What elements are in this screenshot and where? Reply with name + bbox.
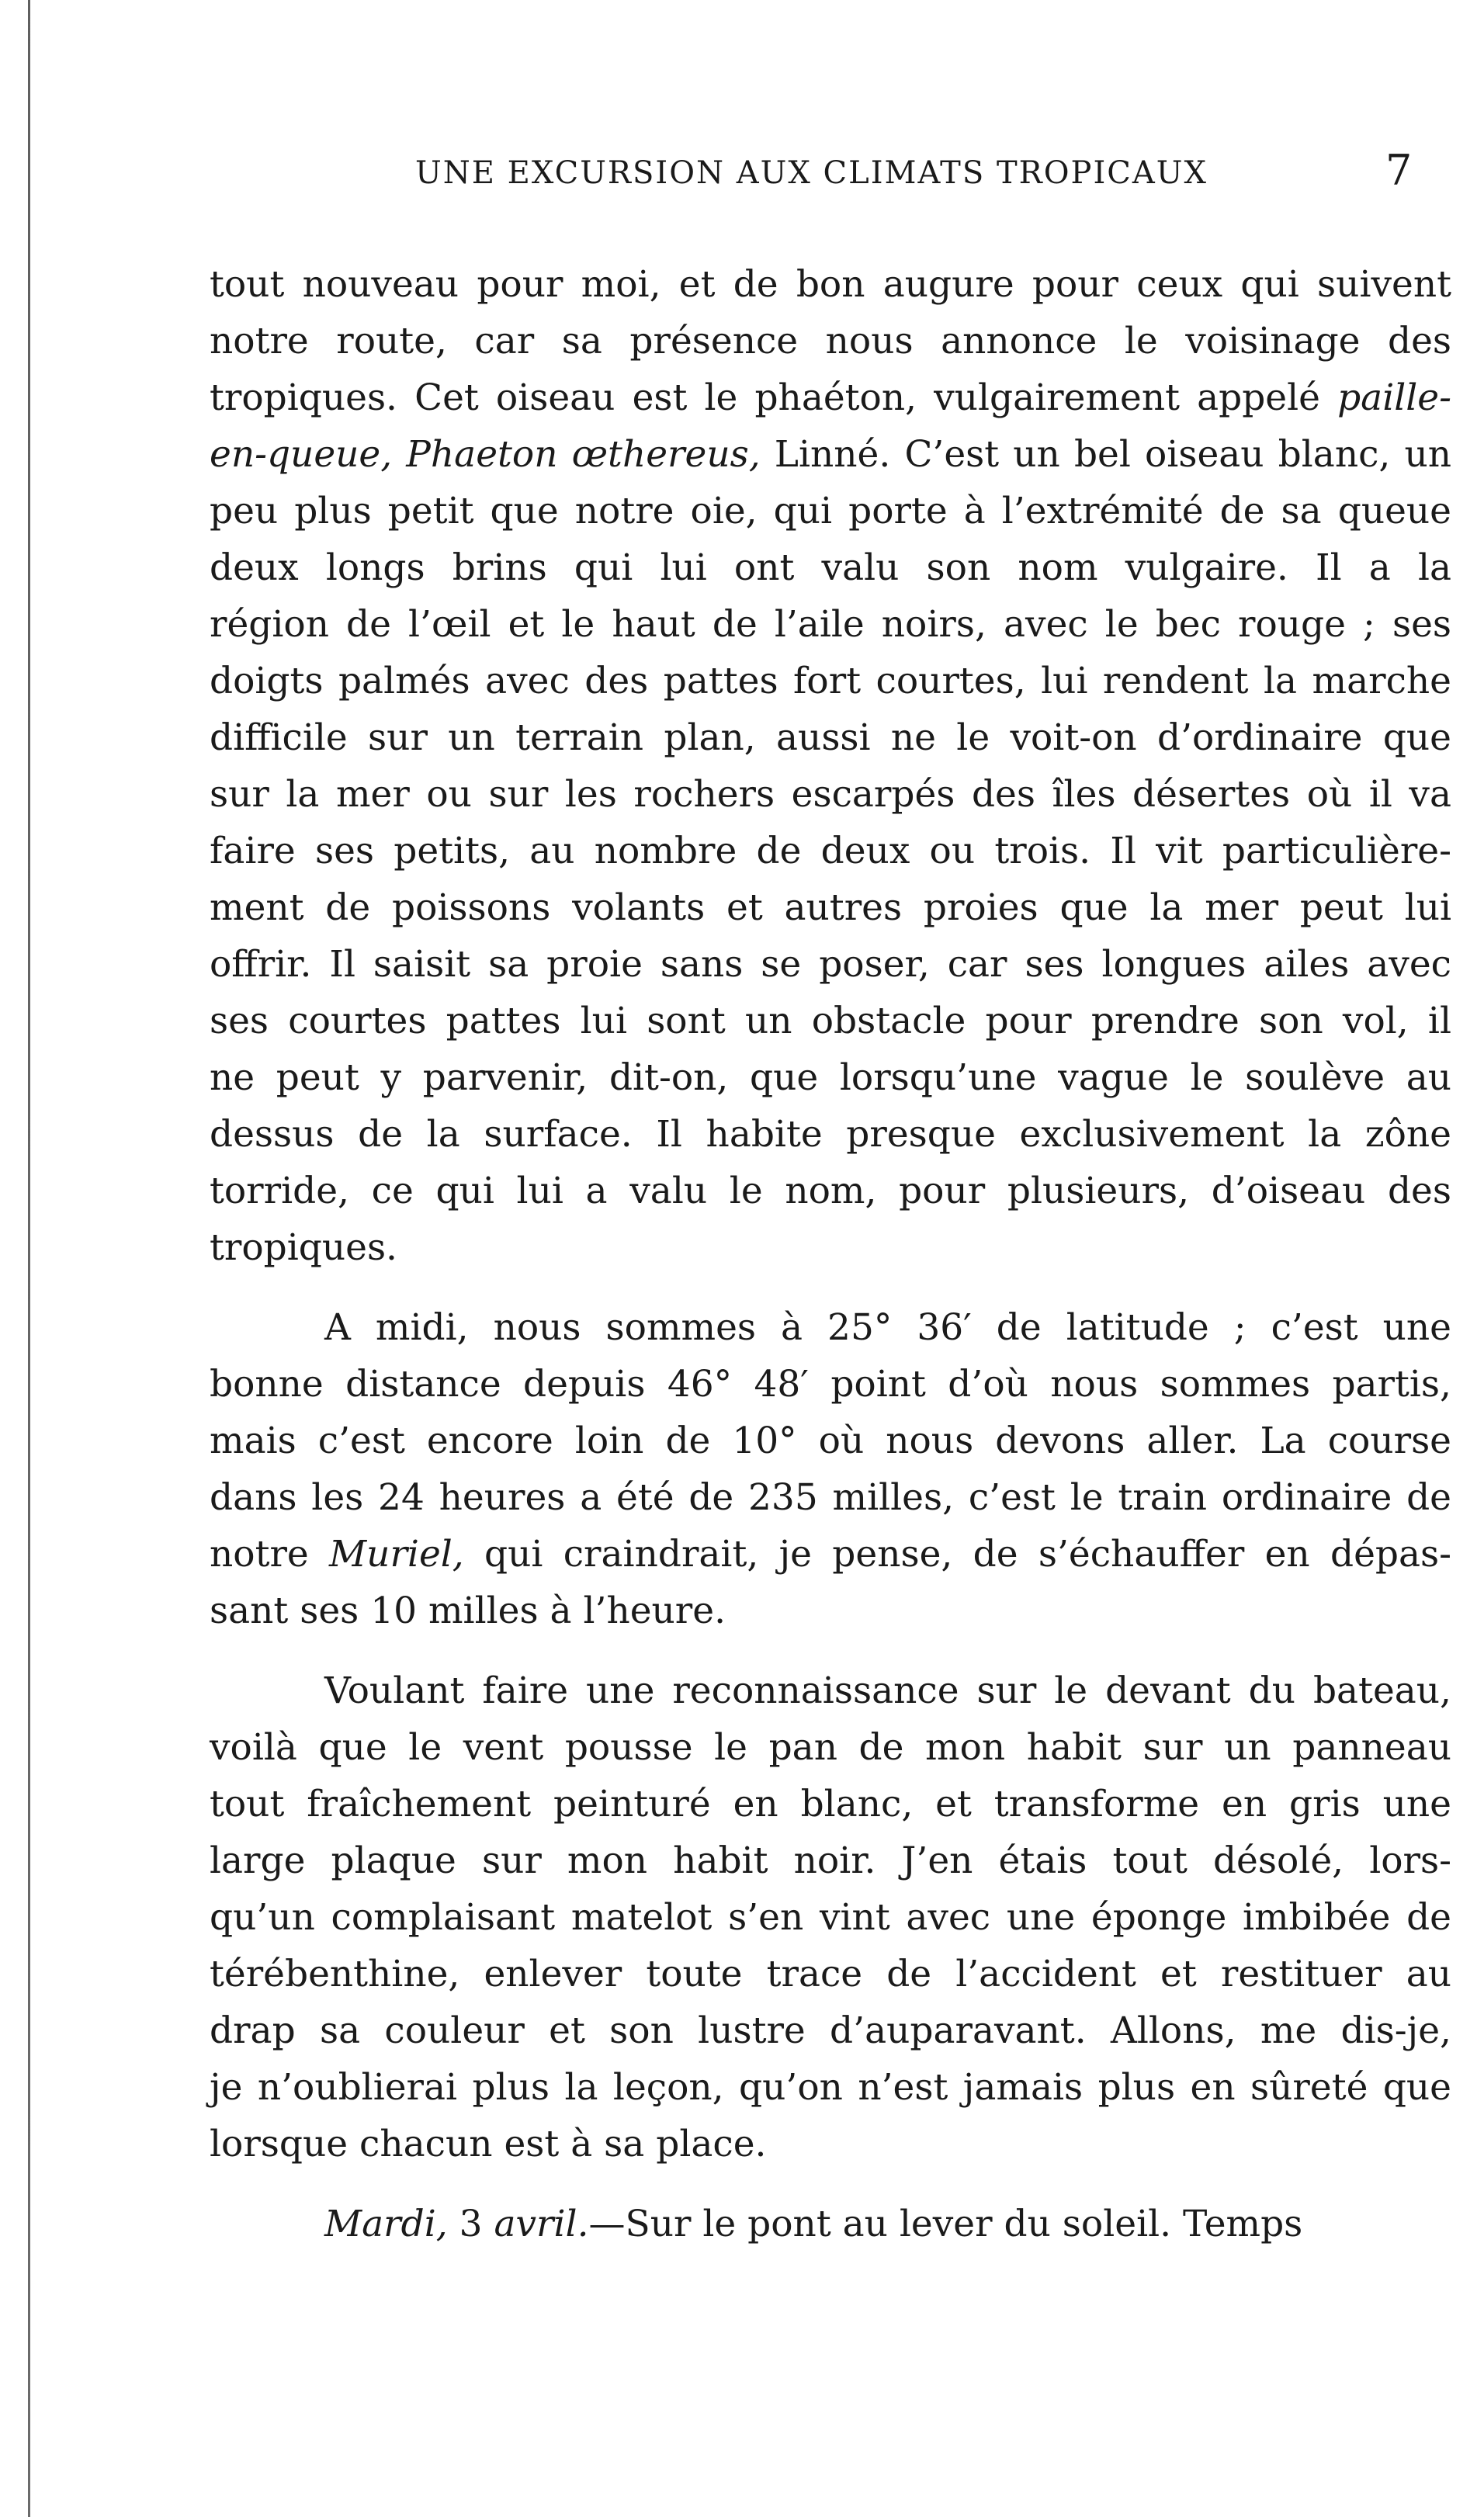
text-run: ne peut y parvenir, dit-on, que lorsqu’une vague le soulève au	[210, 1056, 1451, 1099]
text-run: tropiques. Cet oiseau est le phaéton, vulgairement appelé	[210, 376, 1338, 419]
binding-edge	[28, 0, 30, 2517]
text-line	[210, 1832, 1451, 1889]
text-run: tout fraîchement peinturé en blanc, et transforme en gris une	[210, 1783, 1451, 1825]
italic-text-run: avril.	[494, 2203, 589, 2245]
text-line	[210, 426, 1451, 483]
text-run: doigts palmés avec des pattes fort courtes, lui rendent la marche	[210, 660, 1451, 702]
text-run: tropiques.	[210, 1226, 397, 1269]
text-run: dessus de la surface. Il habite presque exclusivement la zône	[210, 1113, 1451, 1156]
text-run: térébenthine, enlever toute trace de l’accident et restituer au	[210, 1953, 1451, 1995]
text-run: notre route, car sa présence nous annonce le voisinage des	[210, 320, 1451, 362]
italic-text-run: Muriel,	[329, 1533, 464, 1576]
text-line	[210, 539, 1451, 596]
text-line	[210, 1356, 1451, 1413]
text-line	[210, 596, 1451, 653]
text-line	[210, 1662, 1451, 1719]
text-line	[210, 936, 1451, 993]
text-line	[210, 313, 1451, 369]
text-run: voilà que le vent pousse le pan de mon habit sur un panneau	[210, 1726, 1451, 1769]
text-run: A midi, nous sommes à 25° 36′ de latitude ; c’est une	[324, 1306, 1451, 1349]
text-line	[210, 1583, 1451, 1639]
text-line	[210, 369, 1451, 426]
text-run: ment de poissons volants et autres proies que la mer peut lui	[210, 886, 1451, 929]
text-run: peu plus petit que notre oie, qui porte à l’extrémité de sa queue	[210, 490, 1451, 532]
text-line	[210, 1163, 1451, 1219]
text-run: je n’oublierai plus la leçon, qu’on n’est jamais plus en sûreté que	[210, 2066, 1451, 2109]
text-run: région de l’œil et le haut de l’aile noirs, avec le bec rouge ; ses	[210, 603, 1451, 646]
text-line	[210, 2196, 1451, 2252]
text-run: sant ses 10 milles à l’heure.	[210, 1590, 726, 1632]
text-run: large plaque sur mon habit noir. J’en étais tout désolé, lors-	[210, 1839, 1451, 1882]
text-line	[210, 1049, 1451, 1106]
text-line	[210, 1719, 1451, 1776]
text-line	[210, 1469, 1451, 1526]
text-run: faire ses petits, au nombre de deux ou trois. Il vit particulière-	[210, 830, 1451, 872]
text-run: lorsque chacun est à sa place.	[210, 2123, 767, 2165]
italic-text-run: paille-	[1337, 376, 1451, 419]
text-line	[210, 2116, 1451, 2172]
text-run: 3	[447, 2203, 494, 2245]
text-run: dans les 24 heures a été de 235 milles, c’est le train ordinaire de	[210, 1476, 1451, 1519]
text-run: ses courtes pattes lui sont un obstacle pour prendre son vol, il	[210, 1000, 1451, 1042]
text-run: —Sur le pont au lever du soleil. Temps	[588, 2203, 1303, 2245]
text-run: qu’un complaisant matelot s’en vint avec une éponge imbibée de	[210, 1896, 1451, 1939]
text-run: tout nouveau pour moi, et de bon augure pour ceux qui suivent	[210, 263, 1451, 306]
running-head: UNE EXCURSION AUX CLIMATS TROPICAUX	[415, 155, 1208, 191]
page-number: 7	[1385, 146, 1413, 195]
text-line	[210, 483, 1451, 539]
text-run: notre	[210, 1533, 330, 1576]
italic-text-run: en-queue, Phaeton œthereus,	[210, 433, 761, 476]
text-run: drap sa couleur et son lustre d’auparavant. Allons, me dis-je,	[210, 2009, 1451, 2052]
text-line	[210, 879, 1451, 936]
body-text	[210, 256, 1451, 2252]
text-line	[210, 1413, 1451, 1469]
text-run: qui craindrait, je pense, de s’échauffer en dépas-	[463, 1533, 1451, 1576]
text-run: torride, ce qui lui a valu le nom, pour plusieurs, d’oiseau des	[210, 1170, 1451, 1212]
text-line	[210, 993, 1451, 1049]
text-line	[210, 766, 1451, 823]
text-line	[210, 1526, 1451, 1583]
text-line	[210, 1219, 1451, 1276]
text-run: difficile sur un terrain plan, aussi ne le voit-on d’ordinaire que	[210, 716, 1451, 759]
text-line	[210, 1889, 1451, 1946]
italic-text-run: Mardi,	[324, 2203, 448, 2245]
text-run: sur la mer ou sur les rochers escarpés des îles désertes où il va	[210, 773, 1451, 816]
text-run: offrir. Il saisit sa proie sans se poser, car ses longues ailes avec	[210, 943, 1451, 986]
text-run: mais c’est encore loin de 10° où nous devons aller. La course	[210, 1420, 1451, 1462]
text-line	[210, 1776, 1451, 1832]
text-line	[210, 256, 1451, 313]
text-run: Linné. C’est un bel oiseau blanc, un	[760, 433, 1452, 476]
text-line	[210, 2002, 1451, 2059]
text-line	[210, 2059, 1451, 2116]
text-line	[210, 1106, 1451, 1163]
text-line	[210, 653, 1451, 709]
text-line	[210, 1299, 1451, 1356]
text-run: deux longs brins qui lui ont valu son nom vulgaire. Il a la	[210, 546, 1451, 589]
text-run: Voulant faire une reconnaissance sur le devant du bateau,	[324, 1669, 1451, 1712]
text-line	[210, 709, 1451, 766]
text-line	[210, 823, 1451, 879]
text-line	[210, 1946, 1451, 2002]
text-run: bonne distance depuis 46° 48′ point d’où nous sommes partis,	[210, 1363, 1451, 1406]
